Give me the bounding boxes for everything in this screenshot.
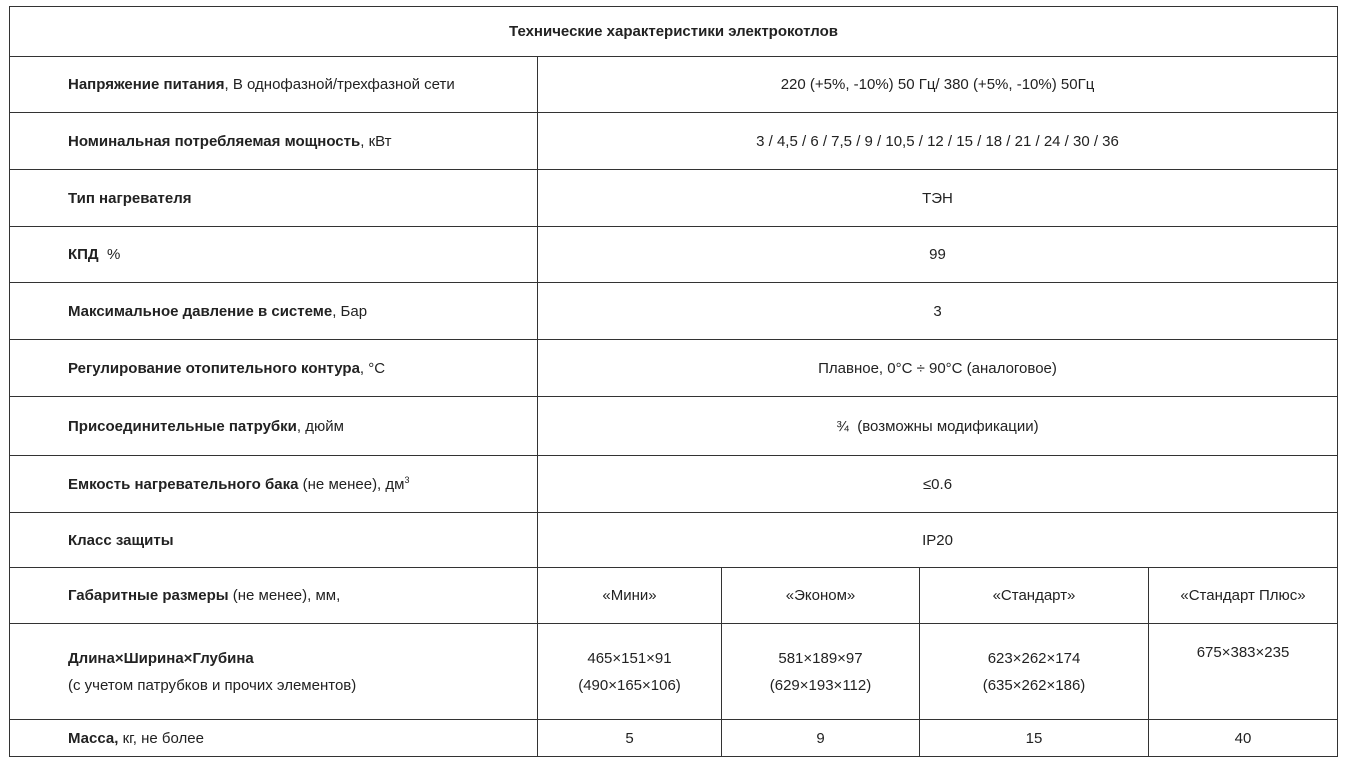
row-value: 99 [538, 227, 1338, 283]
dimension-main: 675×383×235 [1196, 644, 1290, 661]
row-label [10, 513, 538, 568]
dimension-alt: (490×165×106) [578, 676, 681, 694]
row-label-name: Тип нагревателя [68, 189, 192, 207]
dimension-main: 623×262×174 [987, 649, 1081, 667]
row-label-unit-superscript: 3 [404, 475, 410, 485]
row-label-name: Регулирование отопительного контура [68, 359, 360, 377]
row-label-name: Напряжение питания [68, 76, 225, 93]
table-row [10, 113, 1338, 170]
dimension-main: 581×189×97 [778, 649, 863, 667]
row-value: 3 [538, 283, 1338, 340]
table-row [10, 227, 1338, 283]
model-ekonom: «Эконом» [722, 568, 920, 624]
mass-value: 15 [920, 720, 1149, 757]
row-label-unit: , °С [359, 359, 386, 377]
table-row [10, 568, 1338, 624]
row-label [10, 340, 538, 397]
row-label-name: Присоединительные патрубки [68, 417, 297, 435]
row-label-unit: , В однофазной/трехфазной сети [224, 76, 455, 93]
table-row [10, 340, 1338, 397]
table-row [10, 57, 1338, 113]
row-label [10, 456, 538, 513]
row-label-name: Масса, [68, 729, 119, 747]
table-row [10, 513, 1338, 568]
row-label-unit: (не менее), мм, [228, 587, 341, 604]
row-label [10, 720, 538, 757]
model-standart: «Стандарт» [920, 568, 1149, 624]
row-value: ≤0.6 [538, 456, 1338, 513]
table-row [10, 170, 1338, 227]
row-label [10, 568, 538, 624]
row-label [10, 624, 538, 720]
table-title: Технические характеристики электрокотлов [10, 7, 1338, 57]
row-label-unit: , дюйм [296, 417, 344, 435]
dimension-alt: (635×262×186) [982, 676, 1086, 694]
row-label [10, 227, 538, 283]
row-label-name: Максимальное давление в системе [68, 302, 333, 320]
row-value: IP20 [538, 513, 1338, 568]
row-label-unit: (не менее), дм [298, 476, 405, 493]
row-label-name: Номинальная потребляемая мощность [68, 132, 361, 150]
mass-value: 5 [538, 720, 722, 757]
row-label-name: Класс защиты [68, 531, 174, 549]
table-row [10, 624, 1338, 720]
row-label-name: Длина×Ширина×Глубина [68, 649, 254, 667]
row-label-name: Габаритные размеры [68, 587, 229, 604]
row-label [10, 283, 538, 340]
row-label-unit: , кВт [360, 132, 392, 150]
row-value: Плавное, 0°С ÷ 90°С (аналоговое) [538, 340, 1338, 397]
dimension-cell [538, 624, 722, 720]
mass-value: 9 [722, 720, 920, 757]
row-label [10, 57, 538, 113]
row-label [10, 170, 538, 227]
dimension-alt: (629×193×112) [769, 676, 872, 694]
table-row [10, 283, 1338, 340]
row-label-note: (с учетом патрубков и прочих элементов) [68, 676, 357, 694]
dimension-cell [1149, 624, 1338, 720]
table-row [10, 720, 1338, 757]
row-label [10, 397, 538, 456]
dimension-cell [920, 624, 1149, 720]
row-value: 220 (+5%, -10%) 50 Гц/ 380 (+5%, -10%) 50Гц [538, 57, 1338, 113]
table-row [10, 397, 1338, 456]
row-label-unit: кг, не более [118, 729, 204, 747]
row-label [10, 113, 538, 170]
row-value: ¾ (возможны модификации) [538, 397, 1338, 456]
model-mini: «Мини» [538, 568, 722, 624]
row-label-unit: % [98, 246, 121, 263]
table-row [10, 456, 1338, 513]
row-label-name: Емкость нагревательного бака [68, 476, 299, 493]
mass-value: 40 [1149, 720, 1338, 757]
dimension-cell [722, 624, 920, 720]
dimension-main: 465×151×91 [587, 649, 672, 667]
row-label-name: КПД [68, 246, 99, 263]
row-value: 3 / 4,5 / 6 / 7,5 / 9 / 10,5 / 12 / 15 / 18 / 21 / 24 / 30 / 36 [538, 113, 1338, 170]
model-standart-plus: «Стандарт Плюс» [1149, 568, 1338, 624]
row-value: ТЭН [538, 170, 1338, 227]
spec-table [9, 6, 1338, 757]
row-label-unit: , Бар [332, 302, 368, 320]
